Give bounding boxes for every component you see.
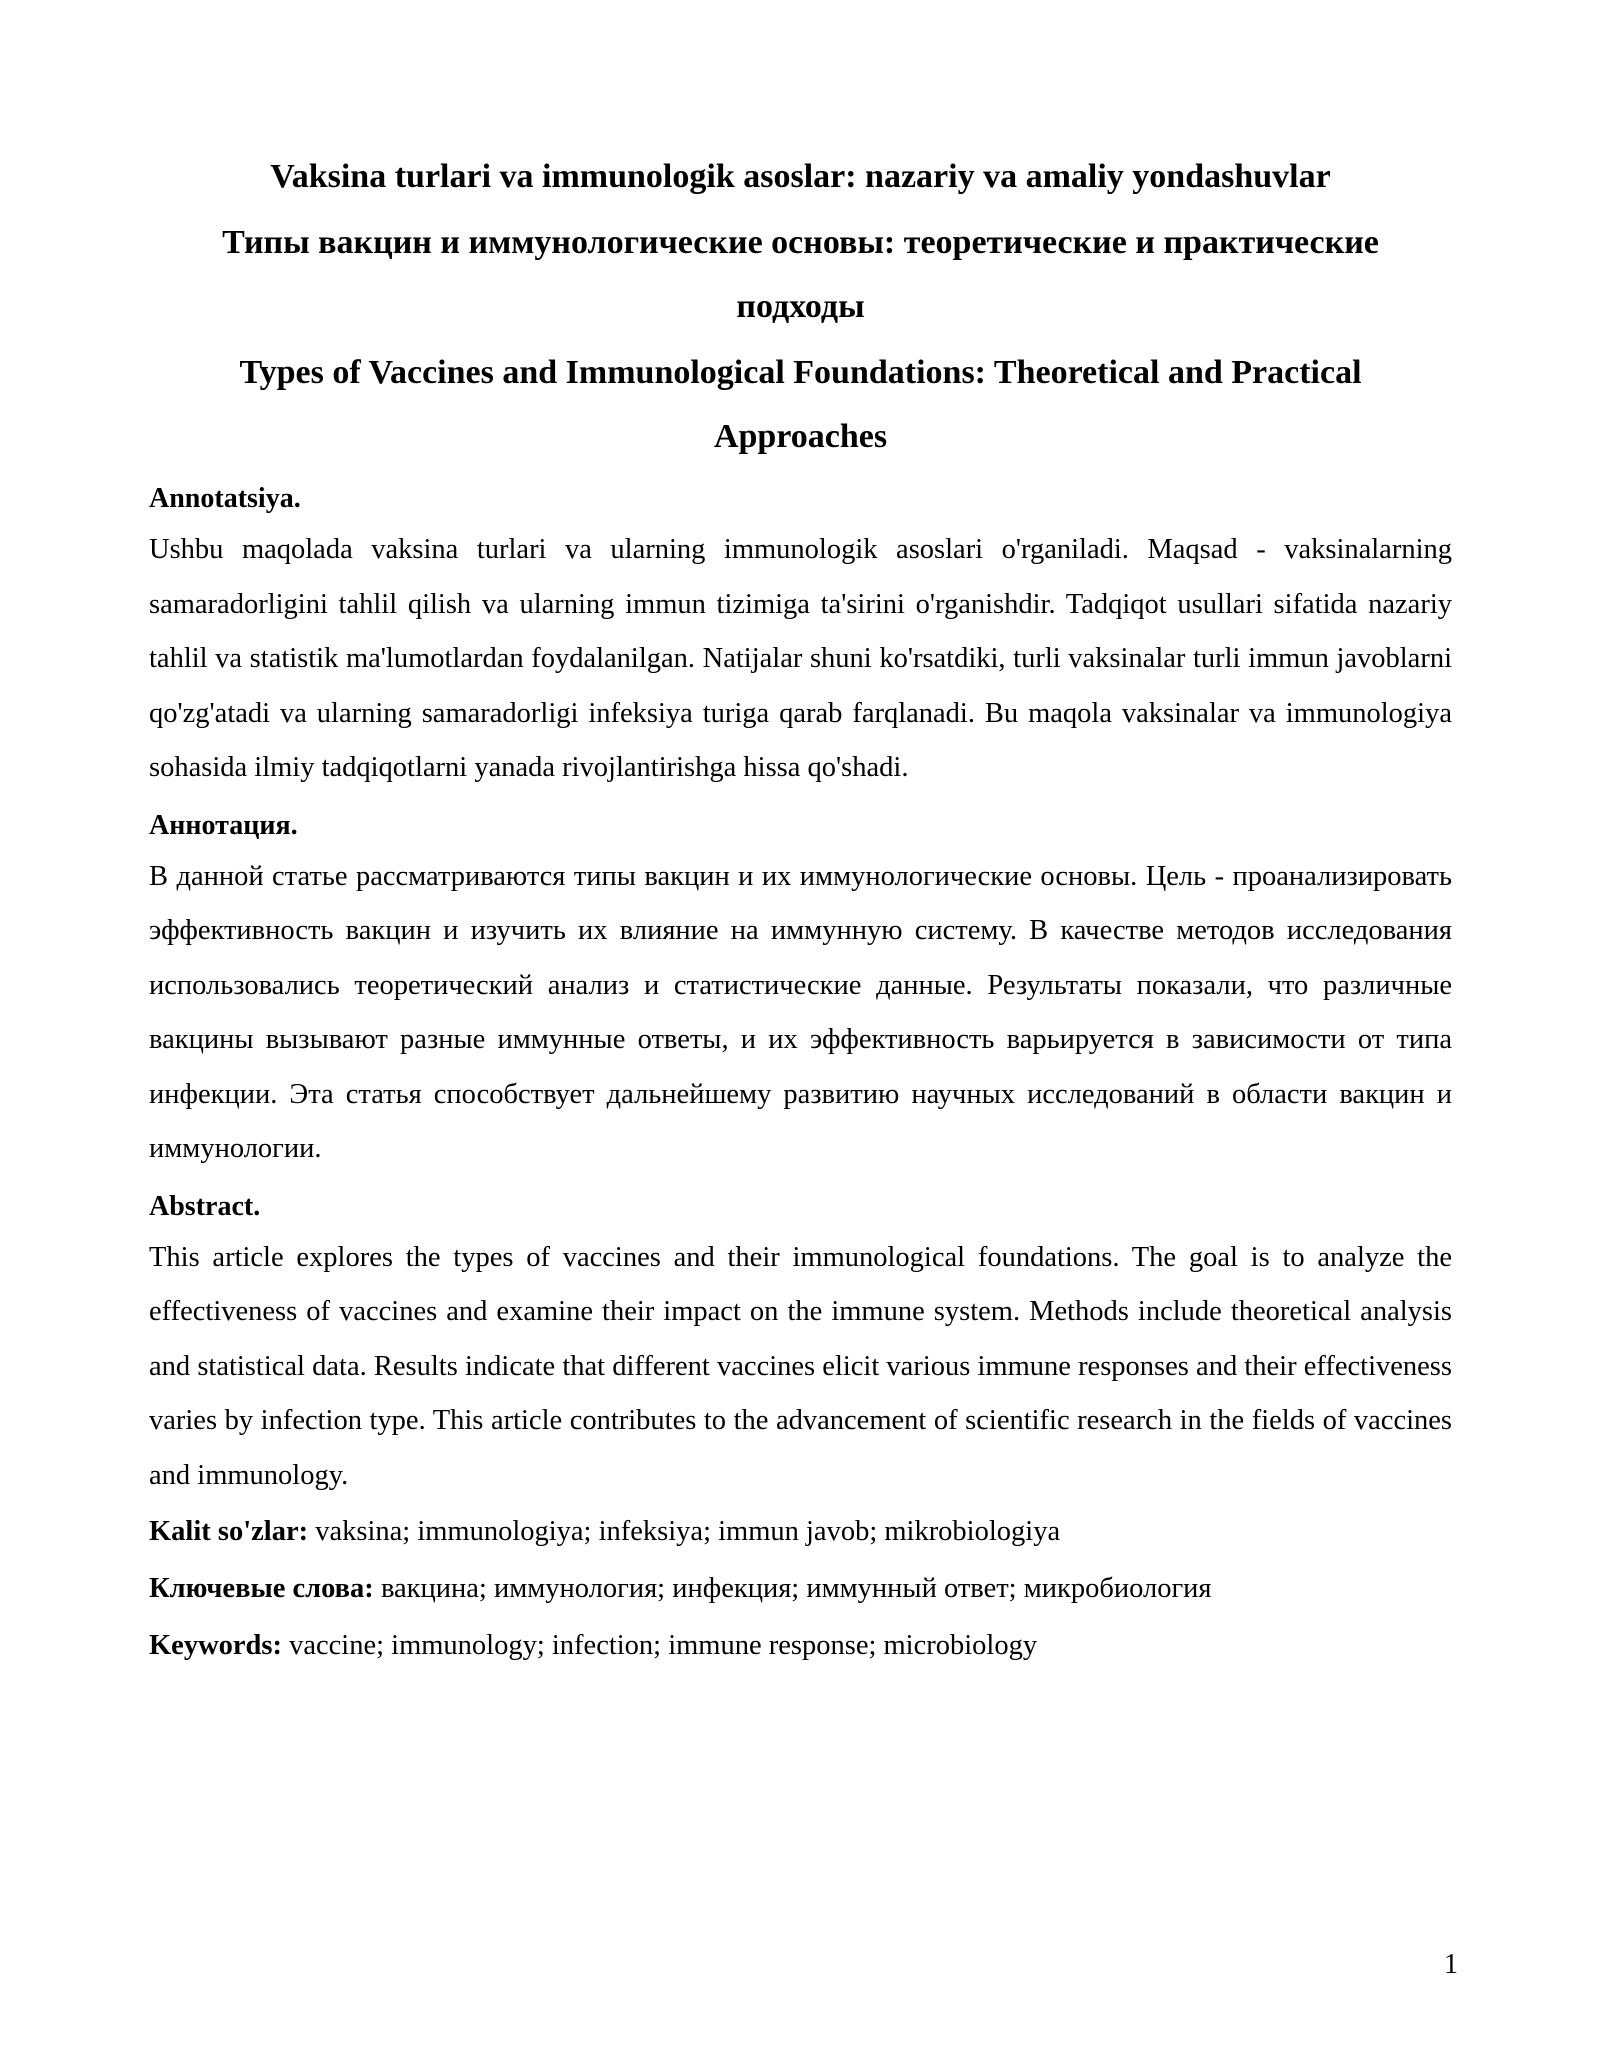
- keywords-uzbek-text: vaksina; immunologiya; infeksiya; immun javob; mikrobiologiya: [308, 1516, 1061, 1547]
- abstract-english-text: This article explores the types of vaccines and their immunological foundations. The goal is to analyze the effectiveness of vaccines and examine their impact on the immune system. Methods include theoretical analysis and statistical data. Results indicate that different vaccines elicit various immune responses and their effectiveness varies by infection type. This article contributes to the advancement of scientific research in the fields of vaccines and immunology.: [149, 1241, 1452, 1491]
- paper-page: [149, 145, 1452, 1674]
- keywords-block: [149, 1503, 1452, 1674]
- title-russian: Типы вакцин и иммунологические основы: теоретические и практические подходы: [222, 224, 1379, 325]
- abstract-english-section: [149, 1187, 1452, 1504]
- abstract-uzbek-heading: Annotatsiya.: [149, 483, 301, 514]
- abstract-russian-heading: Аннотация.: [149, 809, 298, 841]
- title-uzbek: Vaksina turlari va immunologik asoslar: nazariy va amaliy yondashuvlar: [270, 158, 1331, 195]
- abstract-russian-section: [149, 806, 1452, 1177]
- title-english: Types of Vaccines and Immunological Foundations: Theoretical and Practical Approaches: [239, 354, 1362, 455]
- abstract-uzbek-text: Ushbu maqolada vaksina turlari va ularning immunologik asoslari o'rganiladi. Maqsad - vaksinalarning samaradorligini tahlil qilish va ularning immun tizimiga ta'sirini o'rganishdir. Tadqiqot usullari sifatida nazariy tahlil va statistik ma'lumotlardan foydalanilgan. Natijalar shuni ko'rsatdiki, turli vaksinalar turli immun javoblarni qo'zg'atadi va ularning samaradorligi infeksiya turiga qarab farqlanadi. Bu maqola vaksinalar va immunologiya sohasida ilmiy tadqiqotlarni yanada rivojlantirishga hissa qo'shadi.: [149, 534, 1452, 783]
- keywords-russian: [149, 1560, 1452, 1617]
- keywords-uzbek: [149, 1503, 1452, 1560]
- keywords-russian-label: Ключевые слова:: [149, 1573, 374, 1604]
- keywords-english: [149, 1617, 1452, 1674]
- abstract-russian-text: В данной статье рассматриваются типы вакцин и их иммунологические основы. Цель - проанализировать эффективность вакцин и изучить их влияние на иммунную систему. В качестве методов исследования использовались теоретический анализ и статистические данные. Результаты показали, что различные вакцины вызывают разные иммунные ответы, и их эффективность варьируется в зависимости от типа инфекции. Эта статья способствует дальнейшему развитию научных исследований в области вакцин и иммунологии.: [149, 860, 1452, 1164]
- page-number: 1: [1444, 1949, 1458, 1980]
- keywords-russian-text: вакцина; иммунология; инфекция; иммунный ответ; микробиология: [373, 1573, 1212, 1604]
- keywords-uzbek-label: Kalit so'zlar:: [149, 1516, 309, 1547]
- keywords-english-text: vaccine; immunology; infection; immune response; microbiology: [281, 1630, 1038, 1661]
- abstract-uzbek-section: [149, 479, 1452, 796]
- abstract-english-heading: Abstract.: [149, 1190, 261, 1222]
- keywords-english-label: Keywords:: [149, 1630, 282, 1661]
